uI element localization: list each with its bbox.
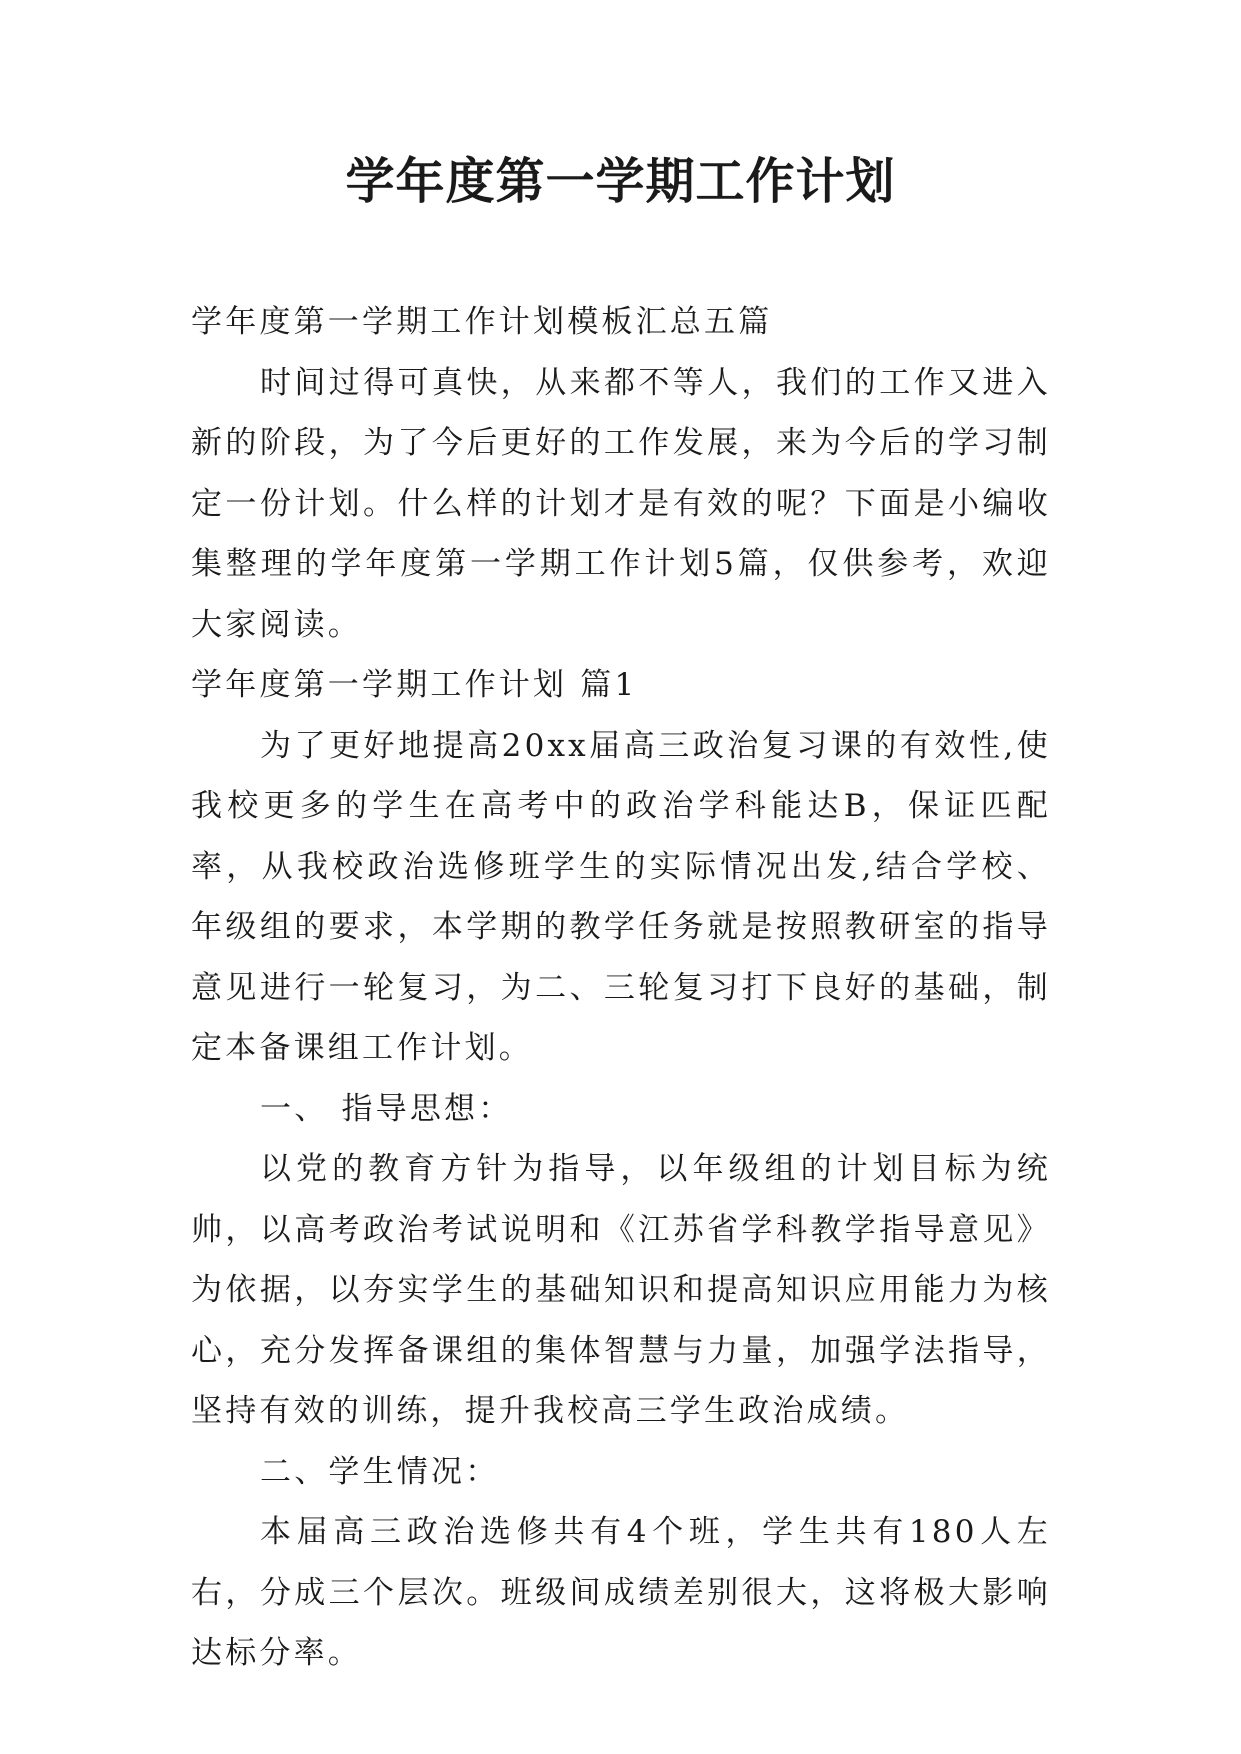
section-heading-guiding-ideology: 一、 指导思想： xyxy=(260,1090,513,1127)
subtitle-paragraph: 学年度第一学期工作计划模板汇总五篇 xyxy=(191,304,773,340)
intro-paragraph: 时间过得可真快，从来都不等人，我们的工作又进入新的阶段，为了今后更好的工作发展，来为今后的学习制定一份计划。什么样的计划才是有效的呢？下面是小编收集整理的学年度第一学期工作计划5篇，仅供参考，欢迎大家阅读。 xyxy=(191,364,1051,643)
body-paragraph: 本届高三政治选修共有4个班，学生共有180人左右，分成三个层次。班级间成绩差别很大，这将极大影响达标分率。 xyxy=(191,1514,1051,1671)
document-body xyxy=(191,292,1051,1684)
body-paragraph: 为了更好地提高20xx届高三政治复习课的有效性,使我校更多的学生在高考中的政治学科能达B，保证匹配率，从我校政治选修班学生的实际情况出发,结合学校、年级组的要求，本学期的教学任务就是按照教研室的指导意见进行一轮复习，为二、三轮复习打下良好的基础，制定本备课组工作计划。 xyxy=(191,727,1051,1066)
document-title: 学年度第一学期工作计划 xyxy=(345,153,896,210)
section-heading-part-1: 学年度第一学期工作计划 篇1 xyxy=(191,667,638,703)
body-paragraph: 以党的教育方针为指导，以年级组的计划目标为统帅，以高考政治考试说明和《江苏省学科教学指导意见》为依据，以夯实学生的基础知识和提高知识应用能力为核心，充分发挥备课组的集体智慧与力量，加强学法指导，坚持有效的训练，提升我校高三学生政治成绩。 xyxy=(191,1151,1051,1429)
section-heading-student-situation: 二、学生情况： xyxy=(260,1453,500,1490)
